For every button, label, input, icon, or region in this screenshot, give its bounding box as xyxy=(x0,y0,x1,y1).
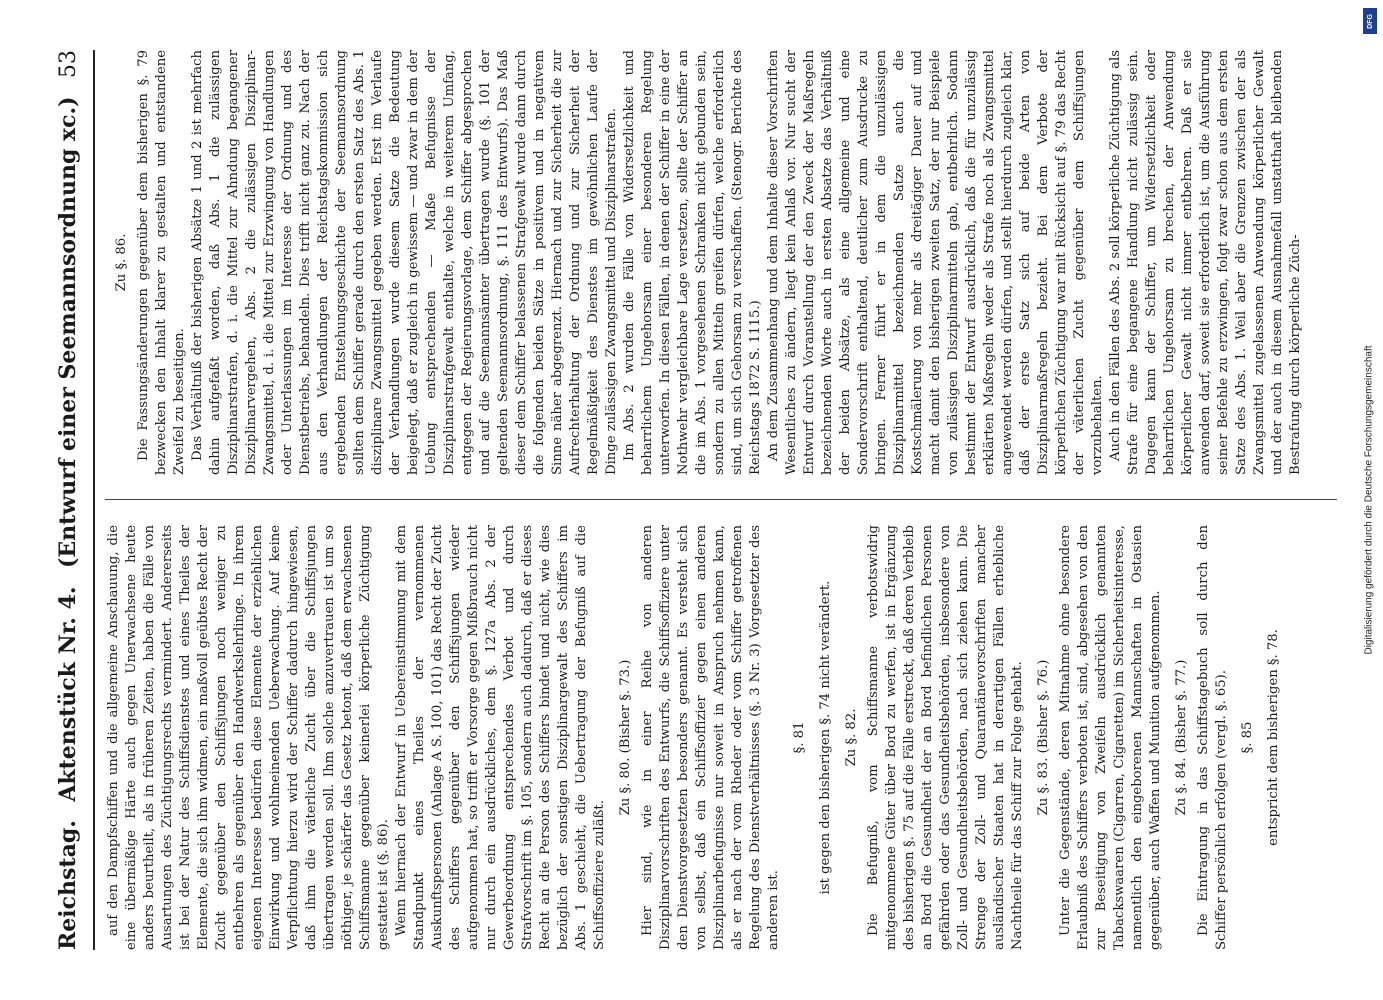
section-heading: Zu §. 86. xyxy=(113,233,129,292)
paragraph: auf den Dampfschiffen und die allgemeine Anschauung, die eine übermäßige Härte auch gegen Unerwachsene heute anders beurtheilt, als in früheren Zeiten, haben die Fälle von Ausartungen des Züchtigungsrechts vermindert. Andererseits ist bei der Natur des Schiffsdienstes und eines Theiles der Elemente, die sich ihm widmen, ein maßvoll geübtes Recht der Zucht gegenüber den Schiffsjungen noch weniger zu entbehren als gegenüber den Handwerkslehrlinge. In ihrem eigenen Interesse bedürfen diese Elemente der erziehlichen Einwirkung und wohlmeinenden Ueberwachung. Auf keine Verpflichtung hierzu wird der Schiffer dadurch hingewiesen, daß ihm die väterliche Zucht über die Schiffsjungen übertragen werden soll. Ihm solche anzuvertrauen ist um so nöthiger, je schärfer das Gesetz betont, daß dem erwachsenen Schiffsmanne gegenüber keinerlei körperliche Züchtigung gestattet ist (§. 86). xyxy=(105,525,391,950)
section-heading: entspricht dem bisherigen §. 78. xyxy=(1265,629,1281,846)
header-center: Aktenstück Nr. 4. xyxy=(54,586,81,802)
section-heading: Zu §. 80. (Bisher §. 73.) xyxy=(617,659,633,816)
paragraph: Unter die Gegenstände, deren Mitnahme ohne besondere Erlaubniß des Schiffers verboten ist, sind, abgesehen von den zur Beseitigung von Zweifeln ausdrücklich genannten Tabackswaaren (Cigarren, Cigaretten) im Sicherheitsinteresse, namentlich den eingeborenen Mannschaften in Ostasien gegenüber, auch Waffen und Munition aufgenommen. xyxy=(1057,525,1163,950)
section-heading: Zu §. 82. xyxy=(843,708,859,767)
section-heading: Zu §. 83. (Bisher §. 76.) xyxy=(1035,659,1051,816)
paragraph: An dem Zusammenhang und dem Inhalte dieser Vorschriften Wesentliches zu ändern, liegt kein Anlaß vor. Nur sucht der Entwurf durch Voranstellung der den Zweck der Maßregeln bezeichnenden Worte auch in ersten Absatze das Verhältniß der beiden Absätze, als eine allgemeine und eine Sondervorschrift enthaltend, deutlicher zum Ausdrucke zu bringen. Ferner führt er in dem die unzulässigen Disziplinarmittel bezeichnenden Satze auch die Kostschmälerung von mehr als dreitägiger Dauer auf und macht damit den bisherigen zweiten Satz, der nur Beispiele von zulässigen Disziplinarmitteln gab, entbehrlich. Sodann bestimmt der Entwurf ausdrücklich, daß die für unzulässig erklärten Maßregeln weder als Strafe noch als Zwangsmittel angewendet werden dürfen, und stellt hierdurch zugleich klar, daß der erste Satz sich auf beide Arten von Disziplinarmaßregeln bezieht. Bei dem Verbote der körperlichen Züchtigung war mit Rücksicht auf §. 79 das Recht der väterlichen Zucht gegenüber dem Schiffsjungen vorzubehalten. xyxy=(765,50,1105,475)
paragraph: Das Verhältniß der bisherigen Absätze 1 und 2 ist mehrfach dahin aufgefaßt worden, daß Abs. 1 die zulässigen Disziplinarstrafen, d. i. die Mittel zur Ahndung begangener Disziplinarvergehen, Abs. 2 die zulässigen Disziplinar-Zwangsmittel, d. i. die Mittel zur Erzwingung von Handlungen oder Unterlassungen im Interesse der Ordnung und des Dienstbetriebs, behandeln. Dies trifft nicht ganz zu. Nach der aus den Verhandlungen der Reichstagskommission sich ergebenden Entstehungsgeschichte der Seemannsordnung sollten dem Schiffer gerade durch den ersten Satz des Abs. 1 disziplinare Zwangsmittel gegeben werden. Erst im Verlaufe der Verhandlungen wurde diesem Satze die Bedeutung beigelegt, daß er zugleich in gewissem — und zwar in dem der Uebung entsprechenden — Maße Befugnisse der Disziplinarstrafgewalt enthalte, welche in weiterem Umfang, entgegen der Regierungsvorlage, dem Schiffer abgesprochen und auf die Seemannsämter übertragen wurde (§. 101 der geltenden Seemannsordnung, §. 111 des Entwurfs). Das Maß dieser dem Schiffer belassenen Strafgewalt wurde dann durch die folgenden beiden Sätze in positivem und in negativem Sinne näher abgegrenzt. Hiernach und zur Sicherheit die zur Aufrechterhaltung der Ordnung und zur Sicherheit der Regelmäßigkeit des Dienstes im gewöhnlichen Laufe der Dinge zulässigen Zwangsmittel und Disziplinarstrafen. xyxy=(189,50,619,475)
section-heading: §. 81 xyxy=(791,721,807,754)
document-page xyxy=(47,50,1337,950)
paragraph: Die Befugniß, vom Schiffsmanne verbotswidrig mitgenommene Güter über Bord zu werfen, ist in Ergänzung des bisherigen §. 75 auf die Fälle erstreckt, daß deren Verbleib an Bord die Gesundheit der an Bord befindlichen Personen gefährden oder das Gesundheitsbehörden, insbesondere von Zoll- und Gesundheitsbehörden, nach sich ziehen kann. Die Strenge der Zoll- und Quarantänevorschriften mancher ausländischer Staaten hat in derartigen Fällen erhebliche Nachtheile für das Schiff zur Folge gehabt. xyxy=(865,525,1025,950)
page-header xyxy=(55,50,85,950)
section-heading: Zu §. 84. (Bisher §. 77.) xyxy=(1173,659,1189,816)
paragraph: Die Fassungsänderungen gegenüber dem bisherigen §. 79 bezwecken den Inhalt klarer zu gestalten und entstandene Zweifel zu beseitigen. xyxy=(135,50,187,475)
header-subtitle: (Entwurf einer Seemannsordnung xc.) xyxy=(54,96,81,569)
paragraph: Die Eintragung in das Schiffstagebuch soll durch den Schiffer persönlich erfolgen (vergl. §. 65). xyxy=(1195,525,1229,950)
left-column xyxy=(105,525,1337,950)
page-number: 53 xyxy=(55,50,81,78)
digitization-credit xyxy=(1362,10,1376,990)
header-left: Reichstag. xyxy=(54,820,81,950)
header-rule xyxy=(93,50,95,950)
credit-text: Digitalisierung gefördert durch die Deutsche Forschungsgemeinschaft xyxy=(1363,345,1375,655)
section-heading: §. 85 xyxy=(1239,721,1255,754)
paragraph: Wenn hiernach der Entwurf in Uebereinstimmung mit dem Standpunkt eines Theiles der vernommenen Auskunftspersonen (Anlage A S. 100, 101) das Recht der Zucht des Schiffers gegenüber den Schiffsjungen wieder aufgenommen hat, so trifft er Vorsorge gegen Mißbrauch nicht nur durch ein ausdrückliches, dem §. 127a Abs. 2 der Gewerbeordnung entsprechendes Verbot und durch Strafvorschrift im §. 105, sondern auch dadurch, daß er dieses Recht an die Person des Schiffers bindet und nicht, wie dies bezüglich der sonstigen Disziplinargewalt des Schiffers im Abs. 1 geschieht, die Uebertragung der Befugniß auf die Schiffsoffiziere zuläßt. xyxy=(393,525,607,950)
dfg-logo-text: DFG xyxy=(1366,13,1374,29)
paragraph: Im Abs. 2 wurden die Fälle von Widersetzlichkeit und beharrlichem Ungehorsam einer besonderen Regelung unterworfen. In diesen Fällen, in denen der Schiffer in eine der Nothwehr vergleichbare Lage versetzen, sollte der Schiffer an die im Abs. 1 vorgesehenen Schranken nicht gebunden sein, sondern zu allen Mitteln greifen dürfen, welche erforderlich sind, um sich Gehorsam zu verschaffen. (Stenogr. Berichte des Reichstags 1872 S. 1115.) xyxy=(621,50,763,475)
paragraph: Auch in den Fällen des Abs. 2 soll körperliche Züchtigung als Strafe für eine begangene Handlung nicht zulässig sein. Dagegen kann der Schiffer, um Widersetzlichkeit oder beharrlichen Ungehorsam zu brechen, der Anwendung körperlicher Gewalt nicht immer entbehren. Daß er sie anwenden darf, soweit sie erforderlich ist, um die Ausführung seiner Befehle zu erzwingen, folgt zwar schon aus dem ersten Satze des Abs. 1. Weil aber die Grenzen zwischen der als Zwangsmittel zugelassenen Anwendung körperlicher Gewalt und der auch in diesem Ausnahmefall unstatthaft bleibenden Bestrafung durch körperliche Züch- xyxy=(1107,50,1303,475)
section-heading: ist gegen den bisherigen §. 74 nicht verändert. xyxy=(817,580,833,895)
right-column xyxy=(105,50,1337,475)
column-divider xyxy=(105,499,1337,500)
paragraph: Hier sind, wie in einer Reihe von anderen Disziplinarvorschriften des Entwurfs, die Schiffsoffiziere unter den Dienstvorgesetzten besonders genannt. Es versteht sich von selbst, daß ein Schiffsoffizier gegen einen anderen Disziplinarbefugnisse nur soweit in Anspruch nehmen kann, als er nach der vom Rheder oder vom Schiffer getroffenen Regelung des Dienstverhältnisses (§. 3 Nr. 3) Vorgesetzter des anderen ist. xyxy=(639,525,781,950)
